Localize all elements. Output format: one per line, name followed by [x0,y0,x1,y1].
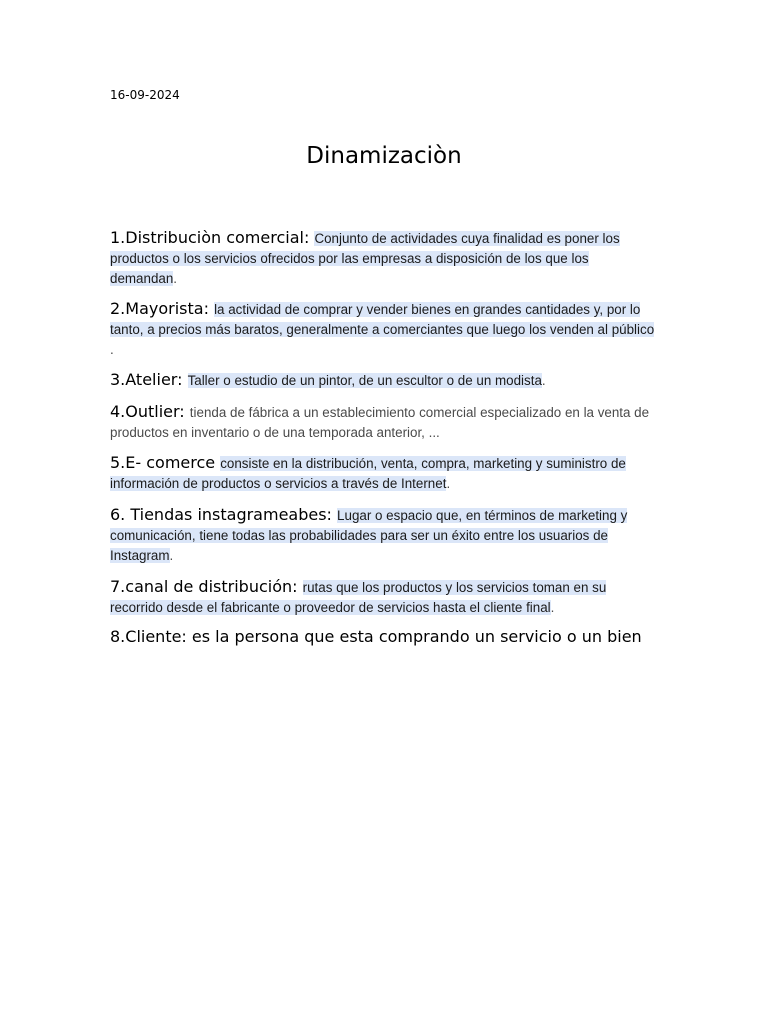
document-title: Dinamizaciòn [306,143,462,169]
entry-definition: rutas que los productos y los servicios toman en su recorrido desde el fabricante o proveedor de servicios hasta el cliente final [110,580,607,615]
entry-definition: consiste en la distribución, venta, compra, marketing y suministro de información de productos o servicios a través de Internet [110,456,626,491]
entry-tail: . [541,373,546,388]
entry-term: 8.Cliente: es la persona que esta comprando un servicio o un bien [110,627,642,646]
entry-tail: . [173,271,178,286]
entry-term: 3.Atelier: [110,370,183,389]
entry-term: 6. Tiendas instagrameabes: [110,505,332,524]
definition-list [110,224,658,653]
entry-term: 2.Mayorista: [110,299,209,318]
entry-tail: . [446,476,451,491]
list-item [110,627,658,646]
entry-term: 1.Distribuciòn comercial: [110,228,310,247]
entry-definition: Lugar o espacio que, en términos de marketing y comunicación, tiene todas las probabilidades para ser un éxito entre los usuarios de Instagram [110,508,628,563]
list-item [110,370,658,390]
list-item [110,453,658,493]
list-item [110,299,658,359]
entry-term: 7.canal de distribución: [110,577,298,596]
document-date: 16-09-2024 [110,88,180,102]
entry-tail: . [169,548,174,563]
list-item [110,228,658,288]
entry-definition: tienda de fábrica a un establecimiento comercial especializado en la venta de productos en inventario o de una temporada anterior, ... [110,405,650,440]
entry-term: 5.E- comerce [110,453,216,472]
list-item [110,577,658,617]
entry-term: 4.Outlier: [110,402,185,421]
entry-definition: la actividad de comprar y vender bienes en grandes cantidades y, por lo tanto, a precios más baratos, generalmente a comerciantes que luego los venden al público [110,302,655,337]
list-item [110,505,658,565]
entry-tail: . [550,600,555,615]
list-item [110,402,658,442]
entry-tail: . [110,342,114,357]
entry-definition: Taller o estudio de un pintor, de un escultor o de un modista [187,373,542,388]
entry-definition: Conjunto de actividades cuya finalidad es poner los productos o los servicios ofrecidos por las empresas a disposición de los que los demandan [110,231,620,286]
